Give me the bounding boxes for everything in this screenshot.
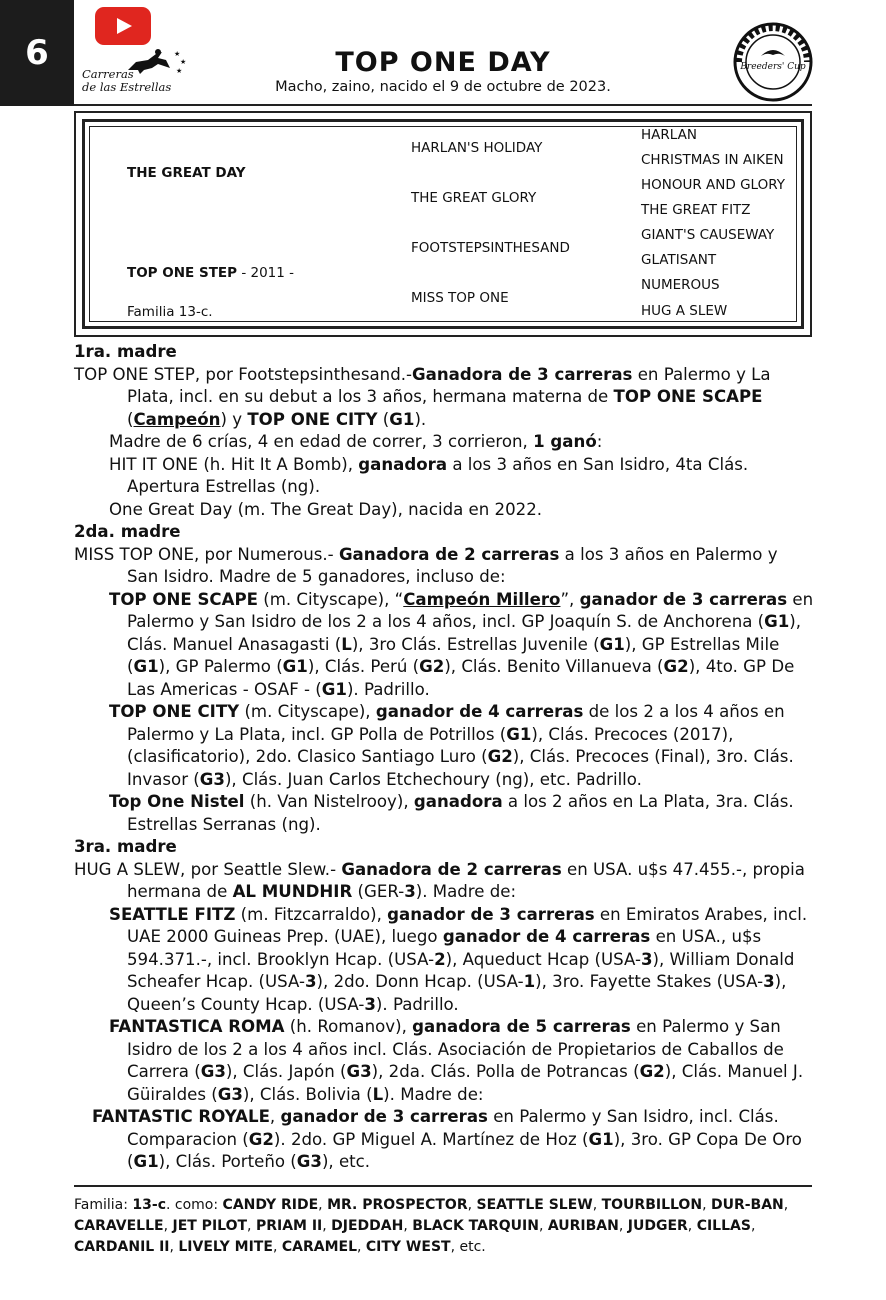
svg-text:Breeders' Cup: Breeders' Cup (740, 62, 806, 72)
dam-dam: MISS TOP ONE (411, 290, 509, 306)
g3-ancestor: GLATISANT (641, 252, 717, 268)
lot-number: 6 (0, 0, 74, 106)
family: Familia 13-c. (127, 304, 213, 320)
sire-sire: HARLAN'S HOLIDAY (411, 140, 543, 156)
horse-description: Macho, zaino, nacido el 9 de octubre de 2023. (275, 79, 611, 95)
g3-ancestor: THE GREAT FITZ (641, 202, 751, 218)
g3-ancestor: HONOUR AND GLORY (641, 177, 785, 193)
brand-text: Carreras de las Estrellas (82, 67, 172, 94)
third-dam-heading: 3ra. madre (74, 837, 177, 856)
sire: THE GREAT DAY (127, 165, 246, 181)
produce-entry: FANTASTICA ROMA (h. Romanov), ganadora de 5 carreras en Palermo y San Isidro de los 2 a los 4 años incl. Clás. Asociación de Propietarios de Caballos de Carrera (G3), Clás. Japón (G3), 2da. Clás. Polla de Potrancas (G2), Clás. Manuel J. Güiraldes (G3), Clás. Bolivia (L). Madre de: (109, 1017, 804, 1104)
breeders-cup-seal-icon (733, 22, 813, 102)
carreras-estrellas-logo (80, 48, 195, 100)
produce-entry: FANTASTIC ROYALE, ganador de 3 carreras en Palermo y San Isidro, incl. Clás. Comparacion (G2). 2do. GP Miguel A. Martínez de Hoz (G1), 3ro. GP Copa De Oro (G1), Clás. Porteño (G3), etc. (92, 1107, 802, 1171)
header-divider (74, 104, 812, 106)
g3-ancestor: HUG A SLEW (641, 303, 728, 319)
footer-divider (74, 1185, 812, 1187)
sire-dam: THE GREAT GLORY (411, 190, 537, 206)
g3-ancestor: NUMEROUS (641, 277, 720, 293)
produce-entry: HIT IT ONE (h. Hit It A Bomb), ganadora a los 3 años en San Isidro, 4ta Clás. Apertura Estrellas (ng). (109, 454, 749, 496)
youtube-play-icon[interactable] (95, 7, 151, 45)
produce-entry: SEATTLE FITZ (m. Fitzcarraldo), ganador de 3 carreras en Emiratos Arabes, incl. UAE 2000 Guineas Prep. (UAE), luego ganador de 4 carreras en USA., u$s 594.371.-, incl. Brooklyn Hcap. (USA-2), Aqueduct Hcap (USA-3), William Donald Scheafer Hcap. (USA-3), 2do. Donn Hcap. (USA-1), 3ro. Fayette Stakes (USA-3), Queen’s County Hcap. (USA-3). Padrillo. (109, 904, 808, 1014)
g3-ancestor: GIANT'S CAUSEWAY (641, 227, 775, 243)
first-dam-record: TOP ONE STEP, por Footstepsinthesand.-Ganadora de 3 carreras en Palermo y La Plata, incl. en su debut a los 3 años, hermana materna de TOP ONE SCAPE (Campeón) y TOP ONE CITY (G1). (74, 364, 771, 429)
third-dam-record: HUG A SLEW, por Seattle Slew.- Ganadora de 2 carreras en USA. u$s 47.455.-, propia hermana de AL MUNDHIR (GER-3). Madre de: (74, 859, 805, 901)
produce-entry: TOP ONE CITY (m. Cityscape), ganador de 4 carreras de los 2 a los 4 años en Palermo y La Plata, incl. GP Polla de Potrillos (G1), Clás. Precoces (2017), (clasificatorio), 2do. Clasico Santiago Luro (G2), Clás. Precoces (Final), 3ro. Clás. Invasor (G3), Clás. Juan Carlos Etchechoury (ng), etc. Padrillo. (109, 702, 794, 789)
horse-name-title: TOP ONE DAY (335, 47, 551, 78)
svg-text:★: ★ (180, 58, 187, 66)
catalogue-body (74, 341, 814, 1174)
second-dam-heading: 2da. madre (74, 522, 181, 541)
dam: TOP ONE STEP - 2011 - (127, 265, 295, 281)
g3-ancestor: CHRISTMAS IN AIKEN (641, 152, 784, 168)
svg-text:★: ★ (174, 50, 181, 58)
svg-text:★: ★ (176, 67, 183, 75)
family-footnote: Familia: 13-c. como: CANDY RIDE, MR. PROSPECTOR, SEATTLE SLEW, TOURBILLON, DUR-BAN, CARAVELLE, JET PILOT, PRIAM II, DJEDDAH, BLACK TARQUIN, AURIBAN, JUDGER, CILLAS, CARDANIL II, LIVELY MITE, CARAMEL, CITY WEST, etc. (74, 1197, 789, 1255)
produce-entry: One Great Day (m. The Great Day), nacida en 2022. (109, 499, 543, 519)
second-dam-record: MISS TOP ONE, por Numerous.- Ganadora de 2 carreras a los 3 años en Palermo y San Isidro. Madre de 5 ganadores, incluso de: (74, 544, 778, 586)
produce-entry: TOP ONE SCAPE (m. Cityscape), “Campeón Millero”, ganador de 3 carreras en Palermo y San Isidro de los 2 a los 4 años, incl. GP Joaquín S. de Anchorena (G1), Clás. Manuel Anasagasti (L), 3ro Clás. Estrellas Juvenile (G1), GP Estrellas Mile (G1), GP Palermo (G1), Clás. Perú (G2), Clás. Benito Villanueva (G2), 4to. GP De Las Americas - OSAF - (G1). Padrillo. (109, 589, 814, 699)
produce-entry: Top One Nistel (h. Van Nistelrooy), ganadora a los 2 años en La Plata, 3ra. Clás. Estrellas Serranas (ng). (109, 792, 794, 834)
first-dam-produce-summary: Madre de 6 crías, 4 en edad de correr, 3 corrieron, 1 ganó: (109, 432, 603, 451)
g3-ancestor: HARLAN (641, 127, 697, 143)
dam-sire: FOOTSTEPSINTHESAND (411, 240, 570, 256)
first-dam-heading: 1ra. madre (74, 342, 177, 361)
